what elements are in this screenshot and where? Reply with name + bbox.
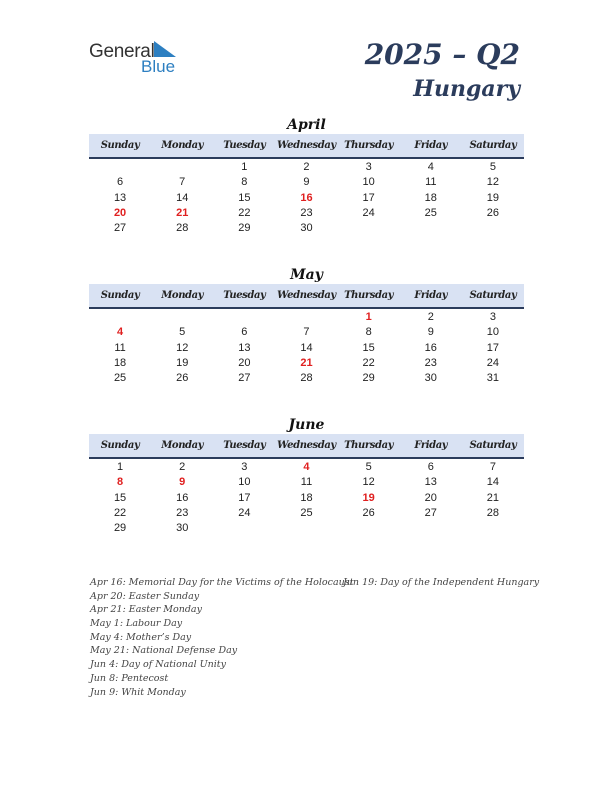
weekday-label: Sunday [100,140,140,151]
day-cell: 13 [424,476,437,489]
day-cell [89,160,151,175]
day-cell: 5 [489,161,496,173]
holiday-note: May 4: Mother’s Day [90,631,192,643]
day-cell: 4 [427,161,434,173]
day-cell: 14 [300,341,313,354]
holiday-day-cell: 9 [179,476,186,489]
weekday-label: Sunday [100,440,140,451]
day-cell: 10 [238,476,251,489]
day-cell: 3 [241,461,248,473]
day-cell: 21 [486,491,500,504]
weekday-label: Wednesday [277,140,336,151]
weekday-label: Wednesday [277,290,336,301]
day-cell: 24 [486,356,500,369]
month-may [89,266,524,386]
holiday-note: Apr 20: Easter Sunday [90,590,200,602]
day-cell: 6 [117,176,124,189]
day-cell: 27 [424,506,437,519]
logo-triangle-icon [154,41,176,57]
day-cell: 22 [362,356,375,369]
weekday-label: Wednesday [277,440,336,451]
day-cell: 24 [238,506,251,519]
day-cell [213,521,275,536]
day-cell: 22 [238,206,251,219]
month-april [89,116,524,236]
day-cell [275,310,337,325]
day-cell: 30 [176,522,189,535]
weekday-label: Tuesday [223,440,266,451]
day-cell [213,310,275,325]
day-cell [151,310,213,325]
weekday-label: Saturday [469,440,517,451]
day-cell [151,160,213,175]
holiday-note: Jun 4: Day of National Unity [90,659,226,671]
logo-blue-text: Blue [141,57,176,76]
day-cell: 16 [424,341,437,354]
day-cell: 26 [486,206,500,219]
notes-column-2 [343,576,543,590]
holiday-day-cell: 21 [176,206,189,219]
month-june [89,416,524,536]
day-cell: 30 [300,222,313,235]
day-cell: 28 [486,506,500,519]
day-cell: 18 [113,356,127,369]
day-grid [89,159,524,236]
day-cell: 16 [176,491,189,504]
weekday-label: Monday [161,290,204,301]
day-cell: 10 [362,176,375,189]
holiday-day-cell: 4 [117,326,124,339]
day-cell: 18 [424,191,437,204]
day-cell: 23 [424,356,437,369]
holiday-note: Apr 21: Easter Monday [90,604,202,616]
weekday-label: Sunday [100,290,140,301]
weekday-label: Thursday [344,440,394,451]
month-name: April [287,117,326,133]
holiday-note: Jun 9: Whit Monday [90,686,186,698]
weekday-label: Tuesday [223,290,266,301]
weekday-label: Friday [414,440,448,451]
day-cell [275,521,337,536]
logo-general-text: General [89,41,155,62]
day-grid [89,459,524,536]
holiday-note: Jun 19: Day of the Independent Hungary [343,577,540,588]
day-cell: 12 [176,341,189,354]
weekday-label: Saturday [469,140,517,151]
holiday-day-cell: 21 [300,356,313,369]
country-title: Hungary [413,76,520,102]
day-cell [400,521,462,536]
day-cell: 14 [486,476,500,489]
day-cell: 7 [179,176,186,189]
day-cell: 28 [300,372,313,385]
holiday-day-cell: 19 [362,491,375,504]
quarter-title: 2025 – Q2 [364,38,520,71]
day-cell: 8 [365,326,372,339]
day-cell: 15 [238,191,251,204]
day-cell: 7 [303,326,310,339]
day-cell: 11 [425,176,437,189]
day-cell: 20 [238,356,251,369]
holiday-day-cell: 4 [303,461,310,473]
weekday-label: Thursday [344,140,394,151]
day-cell: 30 [424,372,437,385]
day-cell: 19 [486,191,500,204]
holiday-note: Apr 16: Memorial Day for the Victims of the Holocaust [90,577,354,588]
day-cell: 13 [238,341,251,354]
day-cell: 17 [238,491,251,504]
day-cell: 20 [424,491,437,504]
day-cell: 22 [113,506,127,519]
weekday-label: Friday [414,140,448,151]
day-cell: 15 [113,491,127,504]
day-cell: 31 [486,372,500,385]
day-cell: 12 [362,476,375,489]
day-cell: 17 [486,341,500,354]
day-cell: 19 [176,356,189,369]
day-cell: 7 [489,461,496,473]
day-cell: 23 [176,506,189,519]
day-cell: 27 [238,372,251,385]
holiday-day-cell: 16 [300,191,313,204]
day-cell: 26 [362,506,375,519]
month-name: June [288,417,325,433]
weekday-label: Monday [161,140,204,151]
day-cell: 25 [113,372,127,385]
day-cell: 25 [424,206,437,219]
day-cell: 18 [300,491,313,504]
day-grid [89,309,524,386]
day-cell: 6 [427,461,434,473]
day-cell: 29 [113,522,127,535]
day-cell: 5 [179,326,186,339]
day-cell: 2 [427,311,434,323]
holiday-day-cell: 8 [117,476,124,489]
day-cell [338,521,400,536]
holiday-note: Jun 8: Pentecost [90,672,169,684]
day-cell: 8 [241,176,248,189]
day-cell: 10 [486,326,500,339]
weekday-label: Monday [161,440,204,451]
holiday-note: May 1: Labour Day [90,618,183,630]
weekday-header [89,134,524,159]
day-cell: 27 [113,222,127,235]
holiday-note: May 21: National Defense Day [90,645,238,657]
day-cell: 17 [362,191,375,204]
day-cell: 3 [489,311,496,323]
day-cell: 3 [365,161,372,173]
page-title [365,38,520,104]
weekday-label: Tuesday [223,140,266,151]
day-cell: 29 [362,372,375,385]
day-cell: 6 [241,326,248,339]
day-cell: 11 [114,341,126,354]
holiday-day-cell: 1 [365,311,372,323]
day-cell: 5 [365,461,372,473]
day-cell: 24 [362,206,375,219]
day-cell: 12 [486,176,500,189]
day-cell: 25 [300,506,313,519]
weekday-label: Saturday [469,290,517,301]
day-cell: 9 [303,176,310,189]
day-cell [400,221,462,236]
day-cell [338,221,400,236]
day-cell: 1 [117,461,124,473]
day-cell: 15 [362,341,375,354]
day-cell: 23 [300,206,313,219]
day-cell: 1 [241,161,248,173]
day-cell [89,310,151,325]
weekday-header [89,434,524,459]
day-cell: 9 [427,326,434,339]
day-cell [462,521,524,536]
day-cell: 26 [176,372,189,385]
day-cell: 2 [179,461,186,473]
month-name: May [290,267,323,283]
weekday-label: Friday [414,290,448,301]
generalblue-logo [89,40,189,76]
weekday-header [89,284,524,309]
day-cell: 28 [176,222,189,235]
day-cell [462,221,524,236]
day-cell: 14 [176,191,189,204]
day-cell: 29 [238,222,251,235]
day-cell: 2 [303,161,310,173]
holiday-day-cell: 20 [113,206,127,219]
notes-column-1 [90,576,354,699]
day-cell: 11 [300,476,313,489]
day-cell: 13 [113,191,127,204]
weekday-label: Thursday [344,290,394,301]
